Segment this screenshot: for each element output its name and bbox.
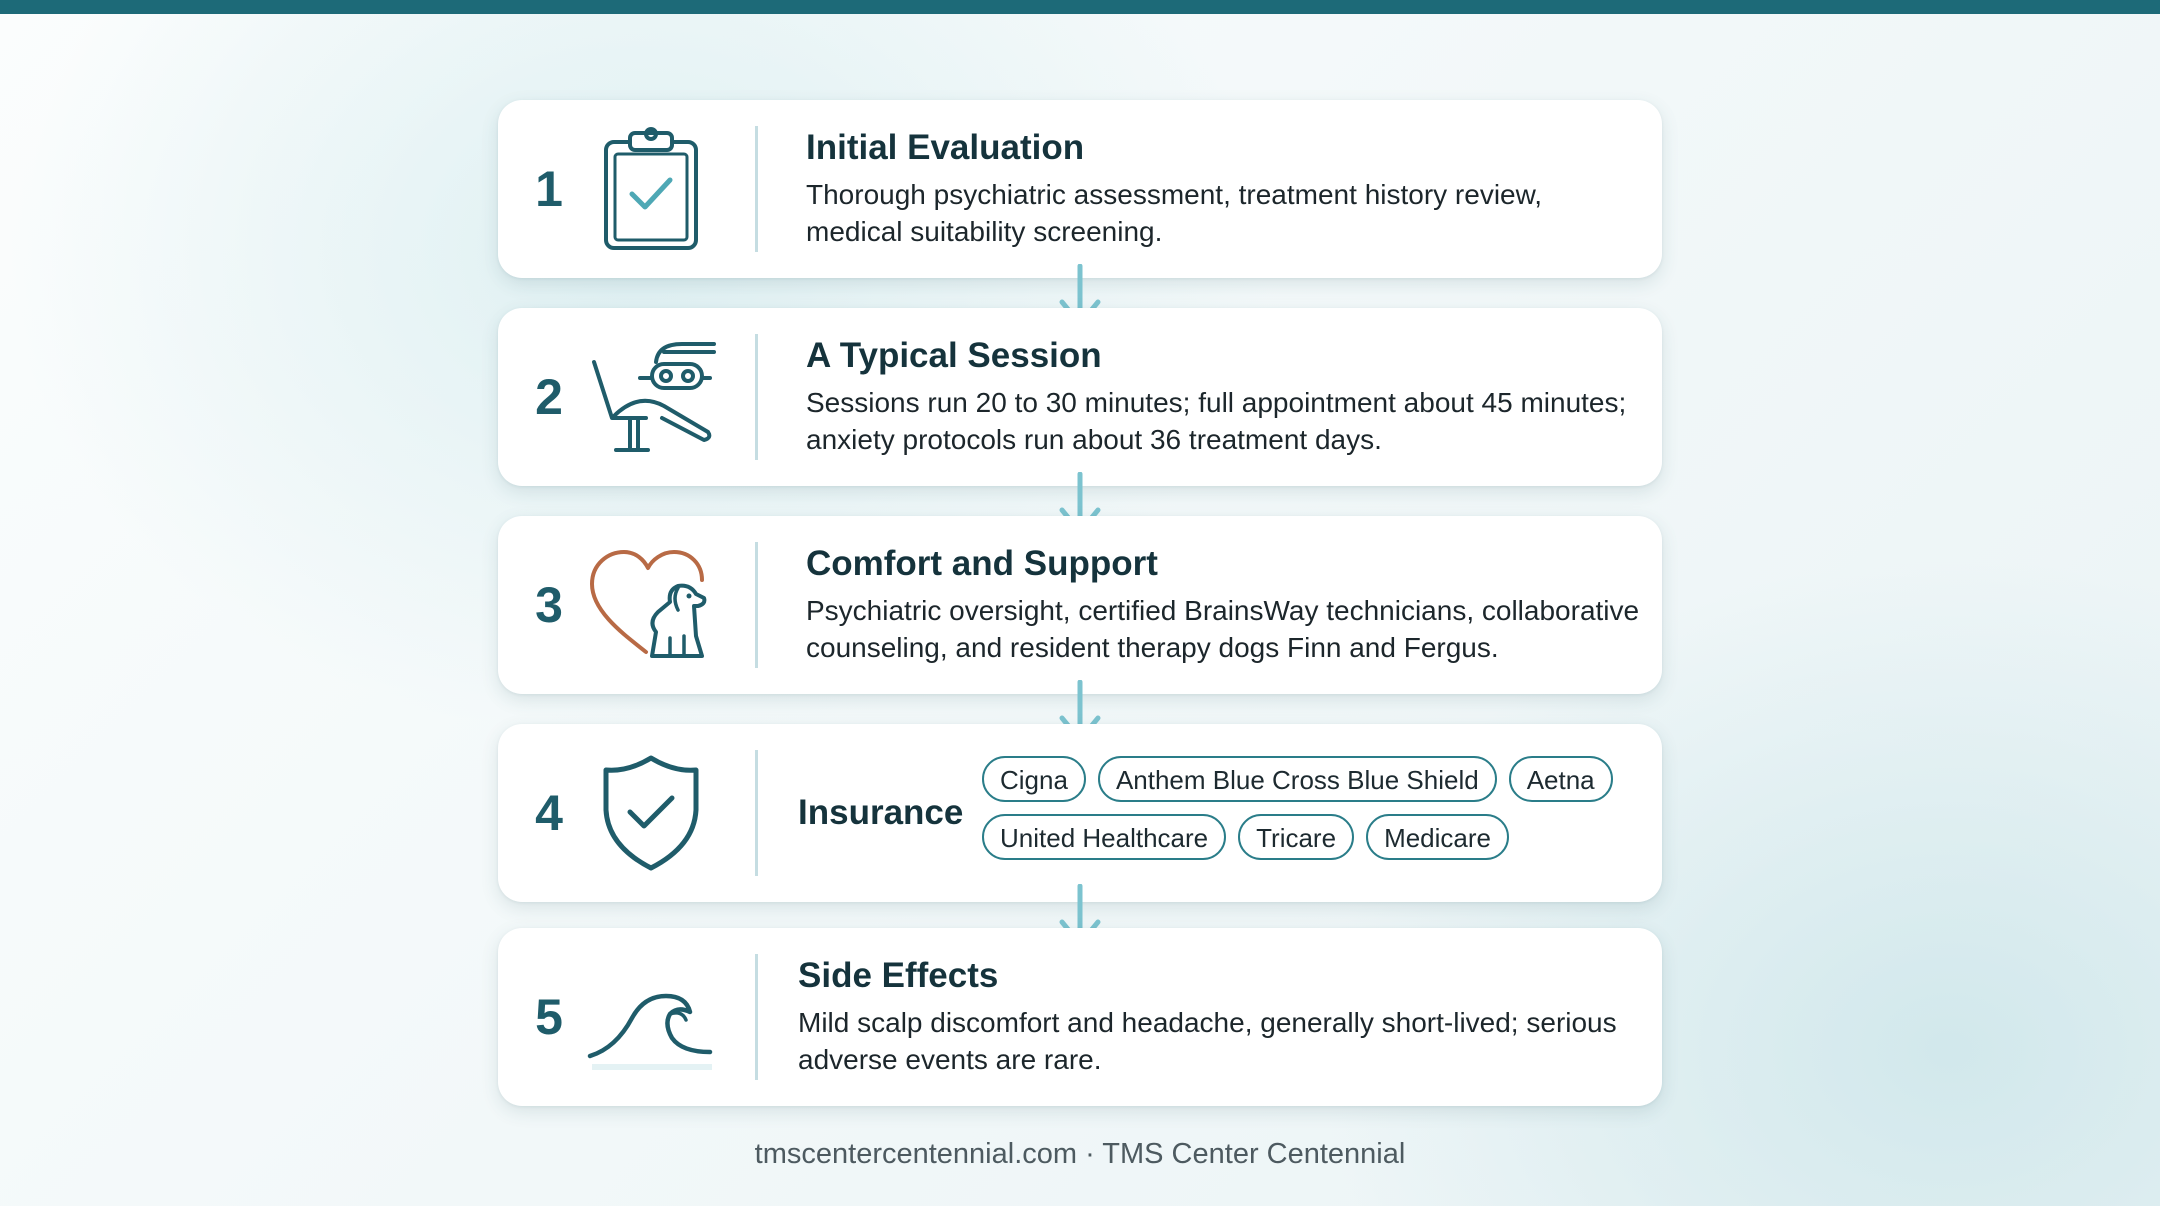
step-title: A Typical Session <box>806 336 1102 375</box>
step-number: 4 <box>535 785 563 841</box>
card-divider <box>755 542 758 668</box>
step-description: Psychiatric oversight, certified BrainsWay technicians, collaborative counseling, and resident therapy dogs Finn and Fergus. <box>806 595 1640 663</box>
step-title: Initial Evaluation <box>806 128 1085 167</box>
step-card-typical-session <box>498 308 1662 486</box>
treatment-chair-icon <box>586 332 716 462</box>
insurer-chip: Cigna <box>982 756 1086 802</box>
insurer-row <box>982 814 1642 860</box>
step-text <box>806 516 1646 694</box>
insurer-chip: Aetna <box>1509 756 1613 802</box>
shield-check-icon <box>586 748 716 878</box>
step-description: Sessions run 20 to 30 minutes; full appointment about 45 minutes; anxiety protocols run about 36 treatment days. <box>806 387 1627 455</box>
card-divider <box>755 954 758 1080</box>
step-title: Comfort and Support <box>806 544 1158 583</box>
step-card-comfort-support <box>498 516 1662 694</box>
insurer-chip: United Healthcare <box>982 814 1226 860</box>
step-text <box>806 308 1646 486</box>
footer-source: tmscentercentennial.com · TMS Center Centennial <box>754 1138 1406 1170</box>
insurer-row <box>982 756 1642 802</box>
step-number: 3 <box>535 577 563 633</box>
insurer-chip: Medicare <box>1366 814 1509 860</box>
step-card-initial-evaluation <box>498 100 1662 278</box>
insurer-list <box>982 756 1642 872</box>
card-divider <box>755 750 758 876</box>
step-card-insurance <box>498 724 1662 902</box>
insurer-chip: Tricare <box>1238 814 1354 860</box>
wave-icon <box>586 952 716 1082</box>
step-text <box>806 100 1646 278</box>
heart-dog-icon <box>586 540 716 670</box>
insurer-chip: Anthem Blue Cross Blue Shield <box>1098 756 1497 802</box>
card-divider <box>755 334 758 460</box>
top-accent-bar <box>0 0 2160 14</box>
card-divider <box>755 126 758 252</box>
step-number: 1 <box>535 161 563 217</box>
step-description: Mild scalp discomfort and headache, generally short-lived; serious adverse events are rare. <box>798 1007 1617 1075</box>
clipboard-check-icon <box>586 124 716 254</box>
step-title: Insurance <box>798 793 964 832</box>
step-card-side-effects <box>498 928 1662 1106</box>
step-number: 2 <box>535 369 563 425</box>
step-number: 5 <box>535 989 563 1045</box>
step-text <box>798 928 1638 1106</box>
step-title: Side Effects <box>798 956 999 995</box>
step-description: Thorough psychiatric assessment, treatment history review, medical suitability screening. <box>806 179 1543 247</box>
